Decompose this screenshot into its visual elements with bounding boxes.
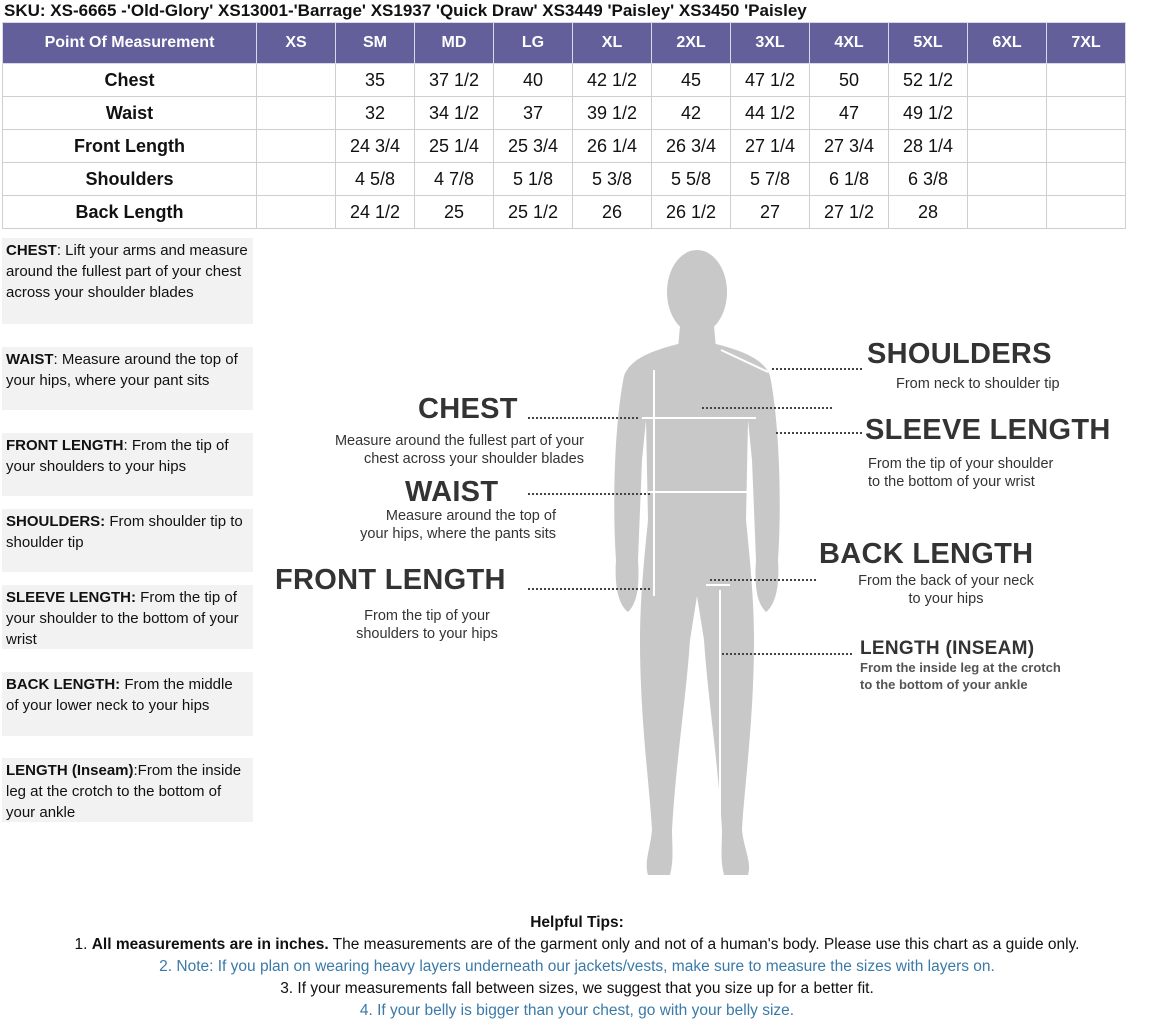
tips-title: Helpful Tips: — [530, 914, 624, 931]
header-size: 7XL — [1047, 23, 1126, 64]
table-cell: 5 5/8 — [652, 163, 731, 196]
desc-sleeve-length: From the tip of your shoulder to the bottom of your wrist — [868, 456, 1054, 490]
table-cell: 35 — [336, 64, 415, 97]
table-cell: 25 1/4 — [415, 130, 494, 163]
tip-3: 3. If your measurements fall between sizes, we suggest that you size up for a better fit. — [280, 980, 874, 997]
table-cell: 4 5/8 — [336, 163, 415, 196]
note-sleeve-length: SLEEVE LENGTH: From the tip of your shoulder to the bottom of your wrist — [2, 585, 253, 649]
label-back-length: BACK LENGTH — [819, 538, 1034, 570]
table-cell: 5 3/8 — [573, 163, 652, 196]
note-waist: WAIST: Measure around the top of your hips, where your pant sits — [2, 347, 253, 410]
table-cell: 26 1/2 — [652, 196, 731, 229]
label-shoulders: SHOULDERS — [867, 338, 1052, 370]
table-cell: 32 — [336, 97, 415, 130]
table-cell: 28 — [889, 196, 968, 229]
helpful-tips — [0, 912, 1154, 1022]
table-cell: 34 1/2 — [415, 97, 494, 130]
header-size: 3XL — [731, 23, 810, 64]
row-label: Front Length — [3, 130, 257, 163]
table-cell: 24 3/4 — [336, 130, 415, 163]
desc-shoulders: From neck to shoulder tip — [896, 376, 1060, 392]
header-size: LG — [494, 23, 573, 64]
table-cell: 27 3/4 — [810, 130, 889, 163]
table-cell: 27 1/4 — [731, 130, 810, 163]
table-cell: 49 1/2 — [889, 97, 968, 130]
row-label: Back Length — [3, 196, 257, 229]
note-shoulders: SHOULDERS: From shoulder tip to shoulder tip — [2, 509, 253, 572]
table-cell: 25 3/4 — [494, 130, 573, 163]
table-cell: 26 3/4 — [652, 130, 731, 163]
header-size: MD — [415, 23, 494, 64]
table-cell: 47 1/2 — [731, 64, 810, 97]
label-front-length: FRONT LENGTH — [275, 564, 506, 596]
table-cell: 39 1/2 — [573, 97, 652, 130]
table-cell: 27 — [731, 196, 810, 229]
sku-line: SKU: XS-6665 -'Old-Glory' XS13001-'Barrage' XS1937 'Quick Draw' XS3449 'Paisley' XS3450 'Paisley — [4, 1, 807, 20]
header-size: SM — [336, 23, 415, 64]
header-size: 2XL — [652, 23, 731, 64]
desc-chest: Measure around the fullest part of your chest across your shoulder blades — [334, 433, 584, 467]
table-cell: 24 1/2 — [336, 196, 415, 229]
table-cell: 28 1/4 — [889, 130, 968, 163]
label-inseam: LENGTH (INSEAM) — [860, 638, 1035, 659]
body-silhouette — [614, 250, 779, 875]
table-cell: 25 — [415, 196, 494, 229]
header-size: 4XL — [810, 23, 889, 64]
desc-inseam: From the inside leg at the crotch to the bottom of your ankle — [860, 660, 1061, 692]
row-label: Waist — [3, 97, 257, 130]
note-chest: CHEST: Lift your arms and measure around the fullest part of your chest across your shoulder blades — [2, 238, 253, 324]
note-back-length: BACK LENGTH: From the middle of your lower neck to your hips — [2, 672, 253, 736]
table-cell: 25 1/2 — [494, 196, 573, 229]
tip-4: 4. If your belly is bigger than your chest, go with your belly size. — [359, 1002, 795, 1019]
header-point-of-measurement: Point Of Measurement — [3, 23, 257, 64]
table-cell: 40 — [494, 64, 573, 97]
table-cell: 44 1/2 — [731, 97, 810, 130]
header-size: XS — [257, 23, 336, 64]
table-cell: 37 1/2 — [415, 64, 494, 97]
table-cell: 5 1/8 — [494, 163, 573, 196]
tip-1: 1. All measurements are in inches. The measurements are of the garment only and not of a human's body. Please use this chart as a guide only. — [74, 936, 1080, 953]
table-cell: 42 1/2 — [573, 64, 652, 97]
table-cell: 47 — [810, 97, 889, 130]
header-size: 6XL — [968, 23, 1047, 64]
table-cell: 6 1/8 — [810, 163, 889, 196]
table-cell: 27 1/2 — [810, 196, 889, 229]
label-chest: CHEST — [418, 393, 518, 425]
tip-2: 2. Note: If you plan on wearing heavy layers underneath our jackets/vests, make sure to measure the sizes with layers on. — [159, 958, 995, 975]
desc-front-length: From the tip of your shoulders to your hips — [356, 608, 498, 642]
table-cell: 50 — [810, 64, 889, 97]
table-cell: 37 — [494, 97, 573, 130]
table-cell: 6 3/8 — [889, 163, 968, 196]
table-cell: 45 — [652, 64, 731, 97]
table-cell: 52 1/2 — [889, 64, 968, 97]
table-cell: 26 — [573, 196, 652, 229]
header-size: 5XL — [889, 23, 968, 64]
row-label: Chest — [3, 64, 257, 97]
desc-waist: Measure around the top of your hips, where the pants sits — [360, 508, 556, 542]
desc-back-length: From the back of your neck to your hips — [858, 573, 1034, 607]
table-cell: 4 7/8 — [415, 163, 494, 196]
table-cell: 26 1/4 — [573, 130, 652, 163]
label-waist: WAIST — [405, 476, 499, 508]
label-sleeve-length: SLEEVE LENGTH — [865, 414, 1111, 446]
table-cell: 42 — [652, 97, 731, 130]
note-inseam: LENGTH (Inseam):From the inside leg at the crotch to the bottom of your ankle — [2, 758, 253, 822]
table-cell: 5 7/8 — [731, 163, 810, 196]
header-size: XL — [573, 23, 652, 64]
row-label: Shoulders — [3, 163, 257, 196]
note-front-length: FRONT LENGTH: From the tip of your shoulders to your hips — [2, 433, 253, 496]
